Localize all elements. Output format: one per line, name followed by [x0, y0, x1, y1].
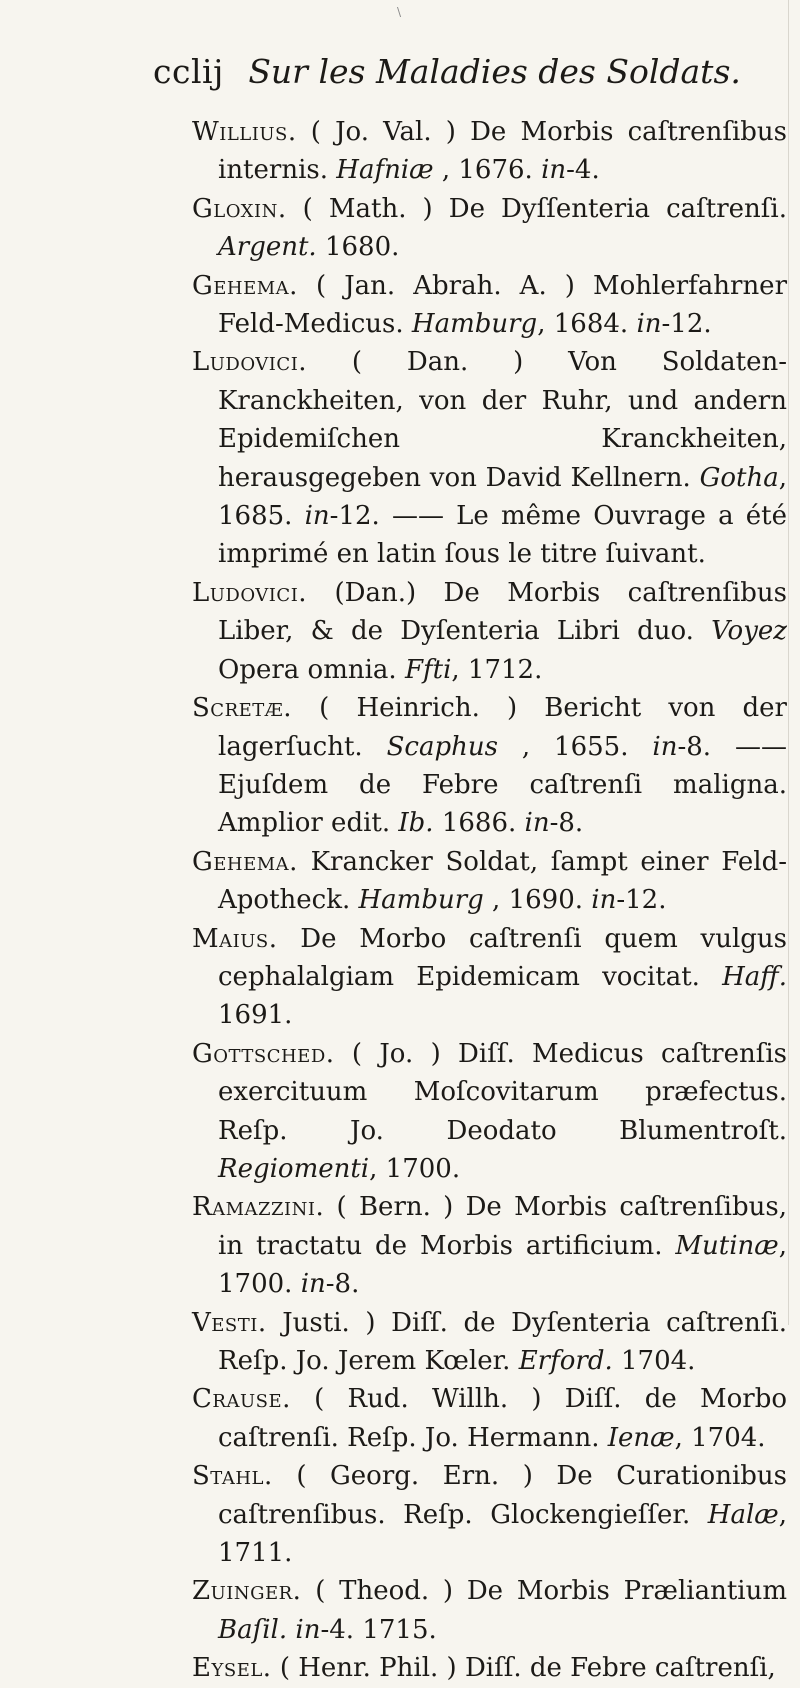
entry-author: Stahl. [192, 1461, 273, 1492]
entry-italic-text: Voyez [711, 616, 787, 647]
entry-italic-text: Mutinæ [675, 1230, 779, 1261]
entry-author: Scretæ. [192, 693, 293, 724]
page-number: cclij [153, 52, 224, 91]
entry-italic-text: Hafniæ [336, 155, 434, 186]
running-header [153, 52, 741, 91]
entry-text: 1704. [612, 1346, 696, 1376]
entry-author: Vesti. [192, 1307, 267, 1338]
entry-author: Gottsched. [192, 1038, 335, 1069]
bibliography-entry [192, 1380, 787, 1457]
bibliography-entry [192, 1188, 787, 1303]
bibliography-entry [192, 113, 787, 190]
entry-text: ( Jo. ) Diſſ. Medicus caſtrenſis exercituum Moſcovitarum præfectus. Reſp. Jo. Deodato Blumentroſt. [218, 1038, 787, 1146]
bibliography-entry [192, 689, 787, 843]
entry-italic-text: in [636, 309, 662, 340]
entry-italic-text: Hamburg [358, 885, 484, 916]
bibliography-entry [192, 1035, 787, 1189]
bibliography-entry [192, 190, 787, 267]
entry-text: , 1685. [218, 462, 787, 532]
entry-text: Krancker Soldat, ſampt einer Feld-Apotheck. [218, 846, 787, 916]
bibliography-entry [192, 1572, 787, 1649]
entry-italic-text: Ffti [404, 654, 452, 685]
entry-italic-text: Gotha [699, 462, 779, 493]
entry-italic-text: Halæ [707, 1499, 779, 1530]
entry-italic-text: in [300, 1269, 326, 1300]
entry-author: Gehema. [192, 846, 298, 877]
entry-text: ( Jo. Val. ) De Morbis caſtrenſibus internis. [218, 117, 787, 186]
entry-italic-text: Scaphus [386, 731, 498, 762]
bibliography-entry [192, 1457, 787, 1572]
scan-mark: \ [397, 5, 402, 19]
bibliography-entry [192, 267, 787, 344]
entry-text: 1680. [316, 232, 400, 263]
entry-author: Zuinger. [192, 1576, 302, 1607]
entry-text: ( Dan. ) Von Soldaten-Kranckheiten, von der Ruhr, und andern Epidemiſchen Kranckheiten, herausgegeben von David Kellnern. [218, 347, 787, 493]
entry-italic-text: Erford. [518, 1346, 613, 1376]
entry-text: , 1712. [451, 654, 543, 685]
entry-text: , 1655. [497, 731, 653, 762]
entry-text: ( Rud. Willh. ) Diſſ. de Morbo caſtrenſi. Reſp. Jo. Hermann. [218, 1384, 787, 1453]
entry-author: Maius. [192, 923, 278, 954]
entry-text: ( Henr. Phil. ) Diſſ. de Febre caſtrenſi, [271, 1653, 776, 1684]
entry-italic-text: in [524, 808, 550, 839]
entry-text: , 1676. [433, 155, 542, 186]
entry-author: Ludovici. [192, 347, 308, 378]
entry-author: Crause. [192, 1384, 291, 1415]
bibliography-entry [192, 843, 787, 920]
entry-text: , 1704. [674, 1422, 766, 1453]
entry-text: 1686. [433, 808, 525, 839]
entry-italic-text: in [652, 731, 678, 762]
entry-italic-text: Ienæ [607, 1422, 675, 1453]
entry-italic-text: in [591, 885, 617, 916]
entry-text [287, 1615, 295, 1645]
entry-author: Ludovici. [192, 577, 308, 608]
entry-text: ( Theod. ) De Morbis Præliantium [301, 1576, 787, 1607]
entry-author: Gehema. [192, 270, 298, 301]
entry-italic-text: Regiomenti [218, 1153, 370, 1184]
entry-text: -4. [566, 155, 600, 186]
entry-text: ( Bern. ) De Morbis caſtrenſibus, in tractatu de Morbis artificium. [218, 1192, 787, 1261]
bibliography-list [192, 113, 787, 1688]
entry-italic-text: Ib. [398, 808, 434, 839]
entry-italic-text: Argent. [218, 232, 317, 263]
entry-text: ( Georg. Ern. ) De Curationibus caſtrenſibus. Reſp. Glockengieſſer. [218, 1461, 787, 1530]
bibliography-entry [192, 1304, 787, 1381]
entry-text: , 1700. [218, 1230, 787, 1300]
entry-author: Ramazzini. [192, 1192, 325, 1223]
bibliography-entry [192, 343, 787, 573]
entry-text: -8. [325, 1269, 360, 1300]
entry-author: Willius. [192, 117, 297, 147]
entry-text: -4. 1715. [320, 1614, 437, 1645]
entry-text: (Dan.) De Morbis caſtrenſibus Liber, & de Dyſenteria Libri duo. [218, 577, 787, 647]
entry-author: Gloxin. [192, 193, 287, 224]
entry-italic-text: in [304, 501, 330, 532]
running-title: Sur les Maladies des Soldats. [248, 52, 741, 91]
entry-text: -12. [616, 885, 667, 916]
entry-text: ( Heinrich. ) Bericht von der lagerſucht. [218, 693, 787, 762]
entry-text: , 1700. [369, 1153, 461, 1184]
entry-italic-text: in [541, 155, 567, 186]
bibliography-entry [192, 574, 787, 689]
entry-text: -8. [549, 808, 584, 839]
bibliography-entry [192, 1649, 787, 1687]
entry-text: ( Jan. Abrah. A. ) Mohlerfahrner Feld-Medicus. [218, 270, 787, 340]
entry-italic-text: in [295, 1614, 321, 1645]
entry-text: -12. [661, 309, 712, 340]
entry-text: Opera omnia. [218, 654, 405, 685]
entry-author: Eysel. [192, 1653, 272, 1684]
page-edge [788, 0, 789, 1325]
entry-text: ( Math. ) De Dyſſenteria caſtrenſi. [286, 193, 787, 224]
entry-text: Justi. ) Diſſ. de Dyſenteria caſtrenſi. Reſp. Jo. Jerem Kœler. [218, 1307, 787, 1376]
bibliography-entry [192, 920, 787, 1035]
entry-text: , 1684. [537, 309, 637, 340]
entry-italic-text: Haff. [722, 961, 787, 992]
entry-text: , 1690. [483, 885, 592, 916]
entry-text: -8. —— Ejuſdem de Febre caſtrenſi maligna. Amplior edit. [218, 731, 787, 839]
entry-text: De Morbo caſtrenſi quem vulgus cephalalgiam Epidemicam vocitat. [218, 923, 787, 992]
entry-italic-text: Hamburg [411, 309, 538, 340]
entry-text: , 1711. [218, 1499, 787, 1569]
entry-text: -12. —— Le même Ouvrage a été imprimé en latin ſous le titre ſuivant. [218, 501, 787, 570]
entry-text: 1691. [218, 1000, 293, 1031]
entry-italic-text: Baſil. [218, 1614, 288, 1645]
